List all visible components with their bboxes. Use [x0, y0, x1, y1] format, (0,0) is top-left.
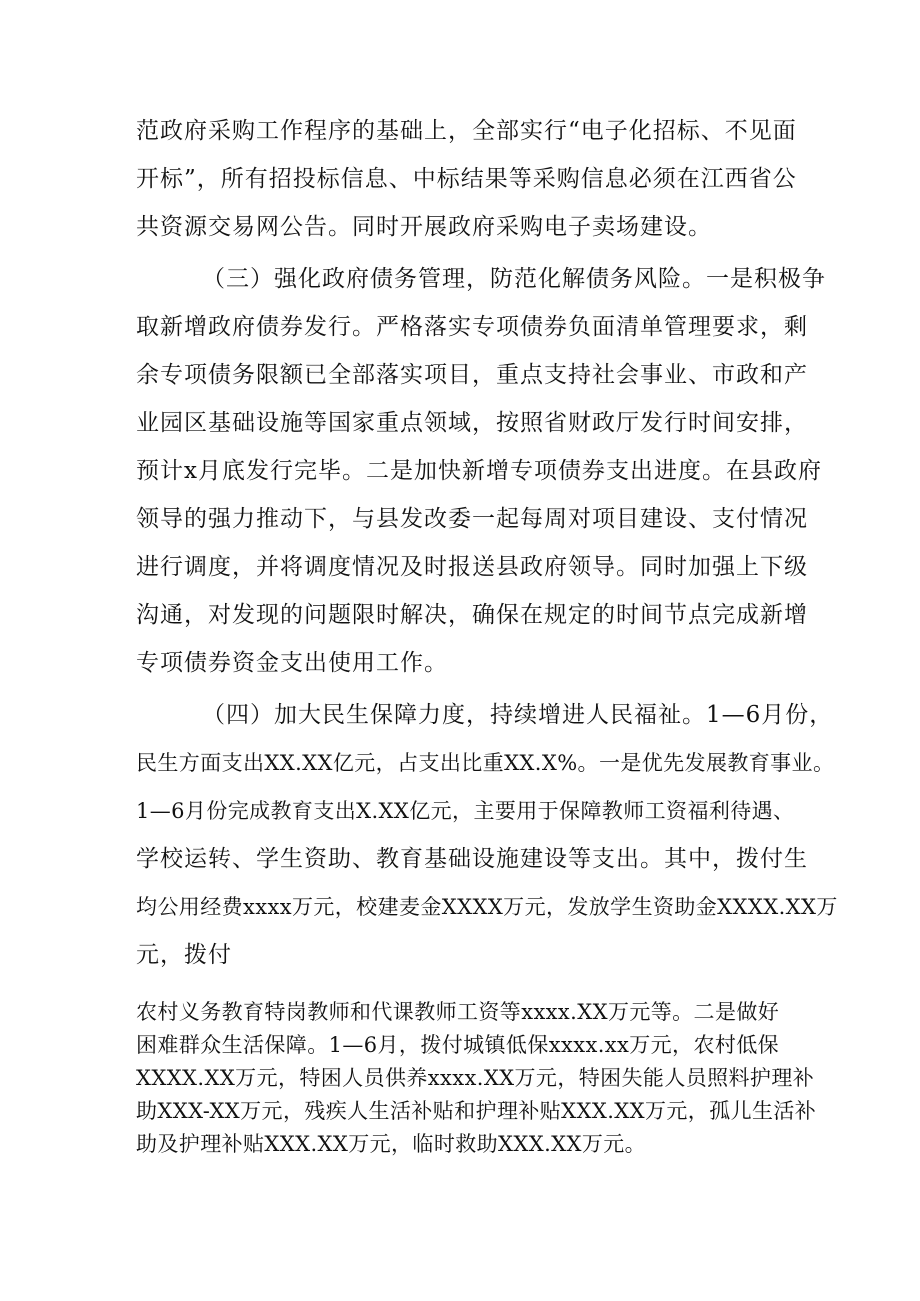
- text-line: 余专项债务限额已全部落实项目，重点支持社会事业、市政和产: [136, 362, 808, 388]
- text-line: 助XXX-XX万元，残疾人生活补贴和护理补贴XXX.XX万元，孤儿生活补: [136, 1099, 817, 1123]
- text-line: 业园区基础设施等国家重点领域，按照省财政厅发行时间安排，: [136, 410, 808, 436]
- section-heading-line: （四）加大民生保障力度，持续增进人民福祉。1—6月份，: [202, 702, 834, 728]
- text-line: 1—6月份完成教育支出X.XX亿元，主要用于保障教师工资福利待遇、: [136, 799, 795, 823]
- text-line: 范政府采购工作程序的基础上，全部实行“电子化招标、不见面: [136, 118, 797, 144]
- text-line: 困难群众生活保障。1—6月，拨付城镇低保xxxx.xx万元，农村低保: [136, 1033, 780, 1057]
- text-line: 领导的强力推动下，与县发改委一起每周对项目建设、支付情况: [136, 506, 808, 532]
- text-line: XXXX.XX万元，特困人员供养xxxx.XX万元，特困失能人员照料护理补: [136, 1066, 815, 1090]
- text-line: 预计x月底发行完毕。二是加快新增专项债券支出进度。在县政府: [136, 458, 822, 484]
- text-line: 元，拨付: [136, 942, 232, 968]
- text-line: 进行调度，并将调度情况及时报送县政府领导。同时加强上下级: [136, 554, 808, 580]
- text-line: 农村义务教育特岗教师和代课教师工资等xxxx.XX万元等。二是做好: [136, 1000, 780, 1024]
- text-line: 专项债券资金支出使用工作。: [136, 650, 448, 676]
- text-line: 均公用经费xxxx万元，校建麦金XXXX万元，发放学生资助金XXXX.XX万: [136, 895, 838, 919]
- text-line: 沟通，对发现的问题限时解决，确保在规定的时间节点完成新增: [136, 602, 808, 628]
- text-line: 民生方面支出XX.XX亿元，占支出比重XX.X%。一是优先发展教育事业。: [136, 751, 835, 775]
- text-line: 共资源交易网公告。同时开展政府采购电子卖场建设。: [136, 214, 712, 240]
- text-line: 取新增政府债券发行。严格落实专项债券负面清单管理要求，剩: [136, 314, 808, 340]
- text-line: 助及护理补贴XXX.XX万元，临时救助XXX.XX万元。: [136, 1132, 647, 1156]
- section-heading-line: （三）强化政府债务管理，防范化解债务风险。一是积极争: [202, 266, 826, 292]
- text-line: 学校运转、学生资助、教育基础设施建设等支出。其中，拨付生: [136, 846, 808, 872]
- text-line: 开标”，所有招投标信息、中标结果等采购信息必须在江西省公: [136, 166, 797, 192]
